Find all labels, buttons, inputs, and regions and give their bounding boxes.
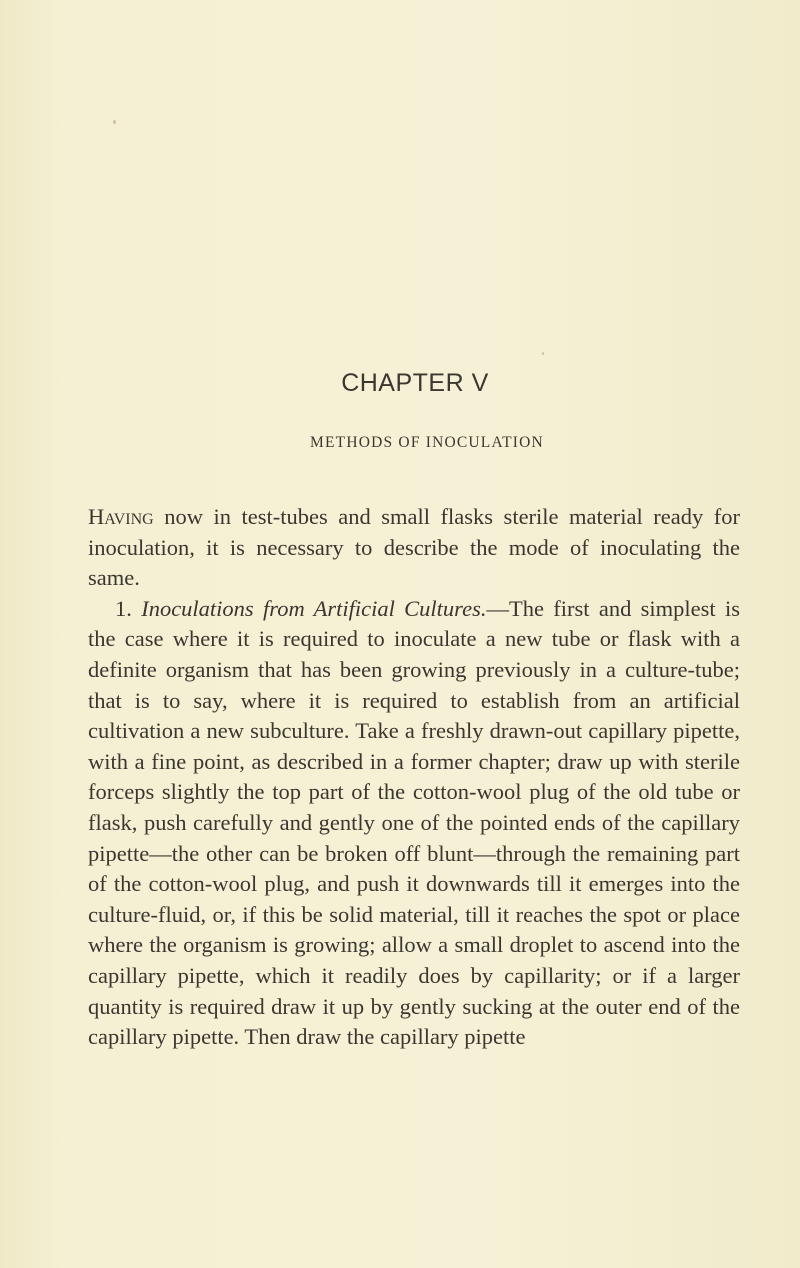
body-text xyxy=(88,502,740,1053)
paper-speck xyxy=(113,120,116,124)
lead-word: Having xyxy=(88,504,154,529)
section-title: METHODS OF INOCULATION xyxy=(310,434,544,451)
paragraph-text: now in test-tubes and small flasks sterile material ready for inoculation, it is necessary to describe the mode of inoculating the same. xyxy=(88,504,740,591)
chapter-title: CHAPTER V xyxy=(341,369,489,397)
paper-speck xyxy=(542,352,544,355)
paragraph-intro xyxy=(88,502,740,594)
paragraph-inoculations xyxy=(88,594,740,1053)
paragraph-number: 1. xyxy=(115,595,142,621)
paragraph-heading: Inoculations from Artificial Cultures. xyxy=(141,595,487,621)
paragraph-text: —The first and simplest is the case where it is required to inoculate a new tube or flask with a definite organism that has been growing previously in a culture-tube; that is to say, where it is required to establish from an artificial cultivation a new subculture. Take a freshly drawn-out capillary pipette, with a fine point, as described in a former chapter; draw up with sterile forceps slightly the top part of the cotton-wool plug of the old tube or flask, push carefully and gently one of the pointed ends of the capillary pipette—the other can be broken off blunt—through the remaining part of the cotton-wool plug, and push it downwards till it emerges into the culture-fluid, or, if this be solid material, till it reaches the spot or place where the organism is growing; allow a small droplet to ascend into the capillary pipette, which it readily does by capillarity; or if a larger quantity is required draw it up by gently sucking at the outer end of the capillary pipette. Then draw the capillary pipette xyxy=(88,595,741,1050)
